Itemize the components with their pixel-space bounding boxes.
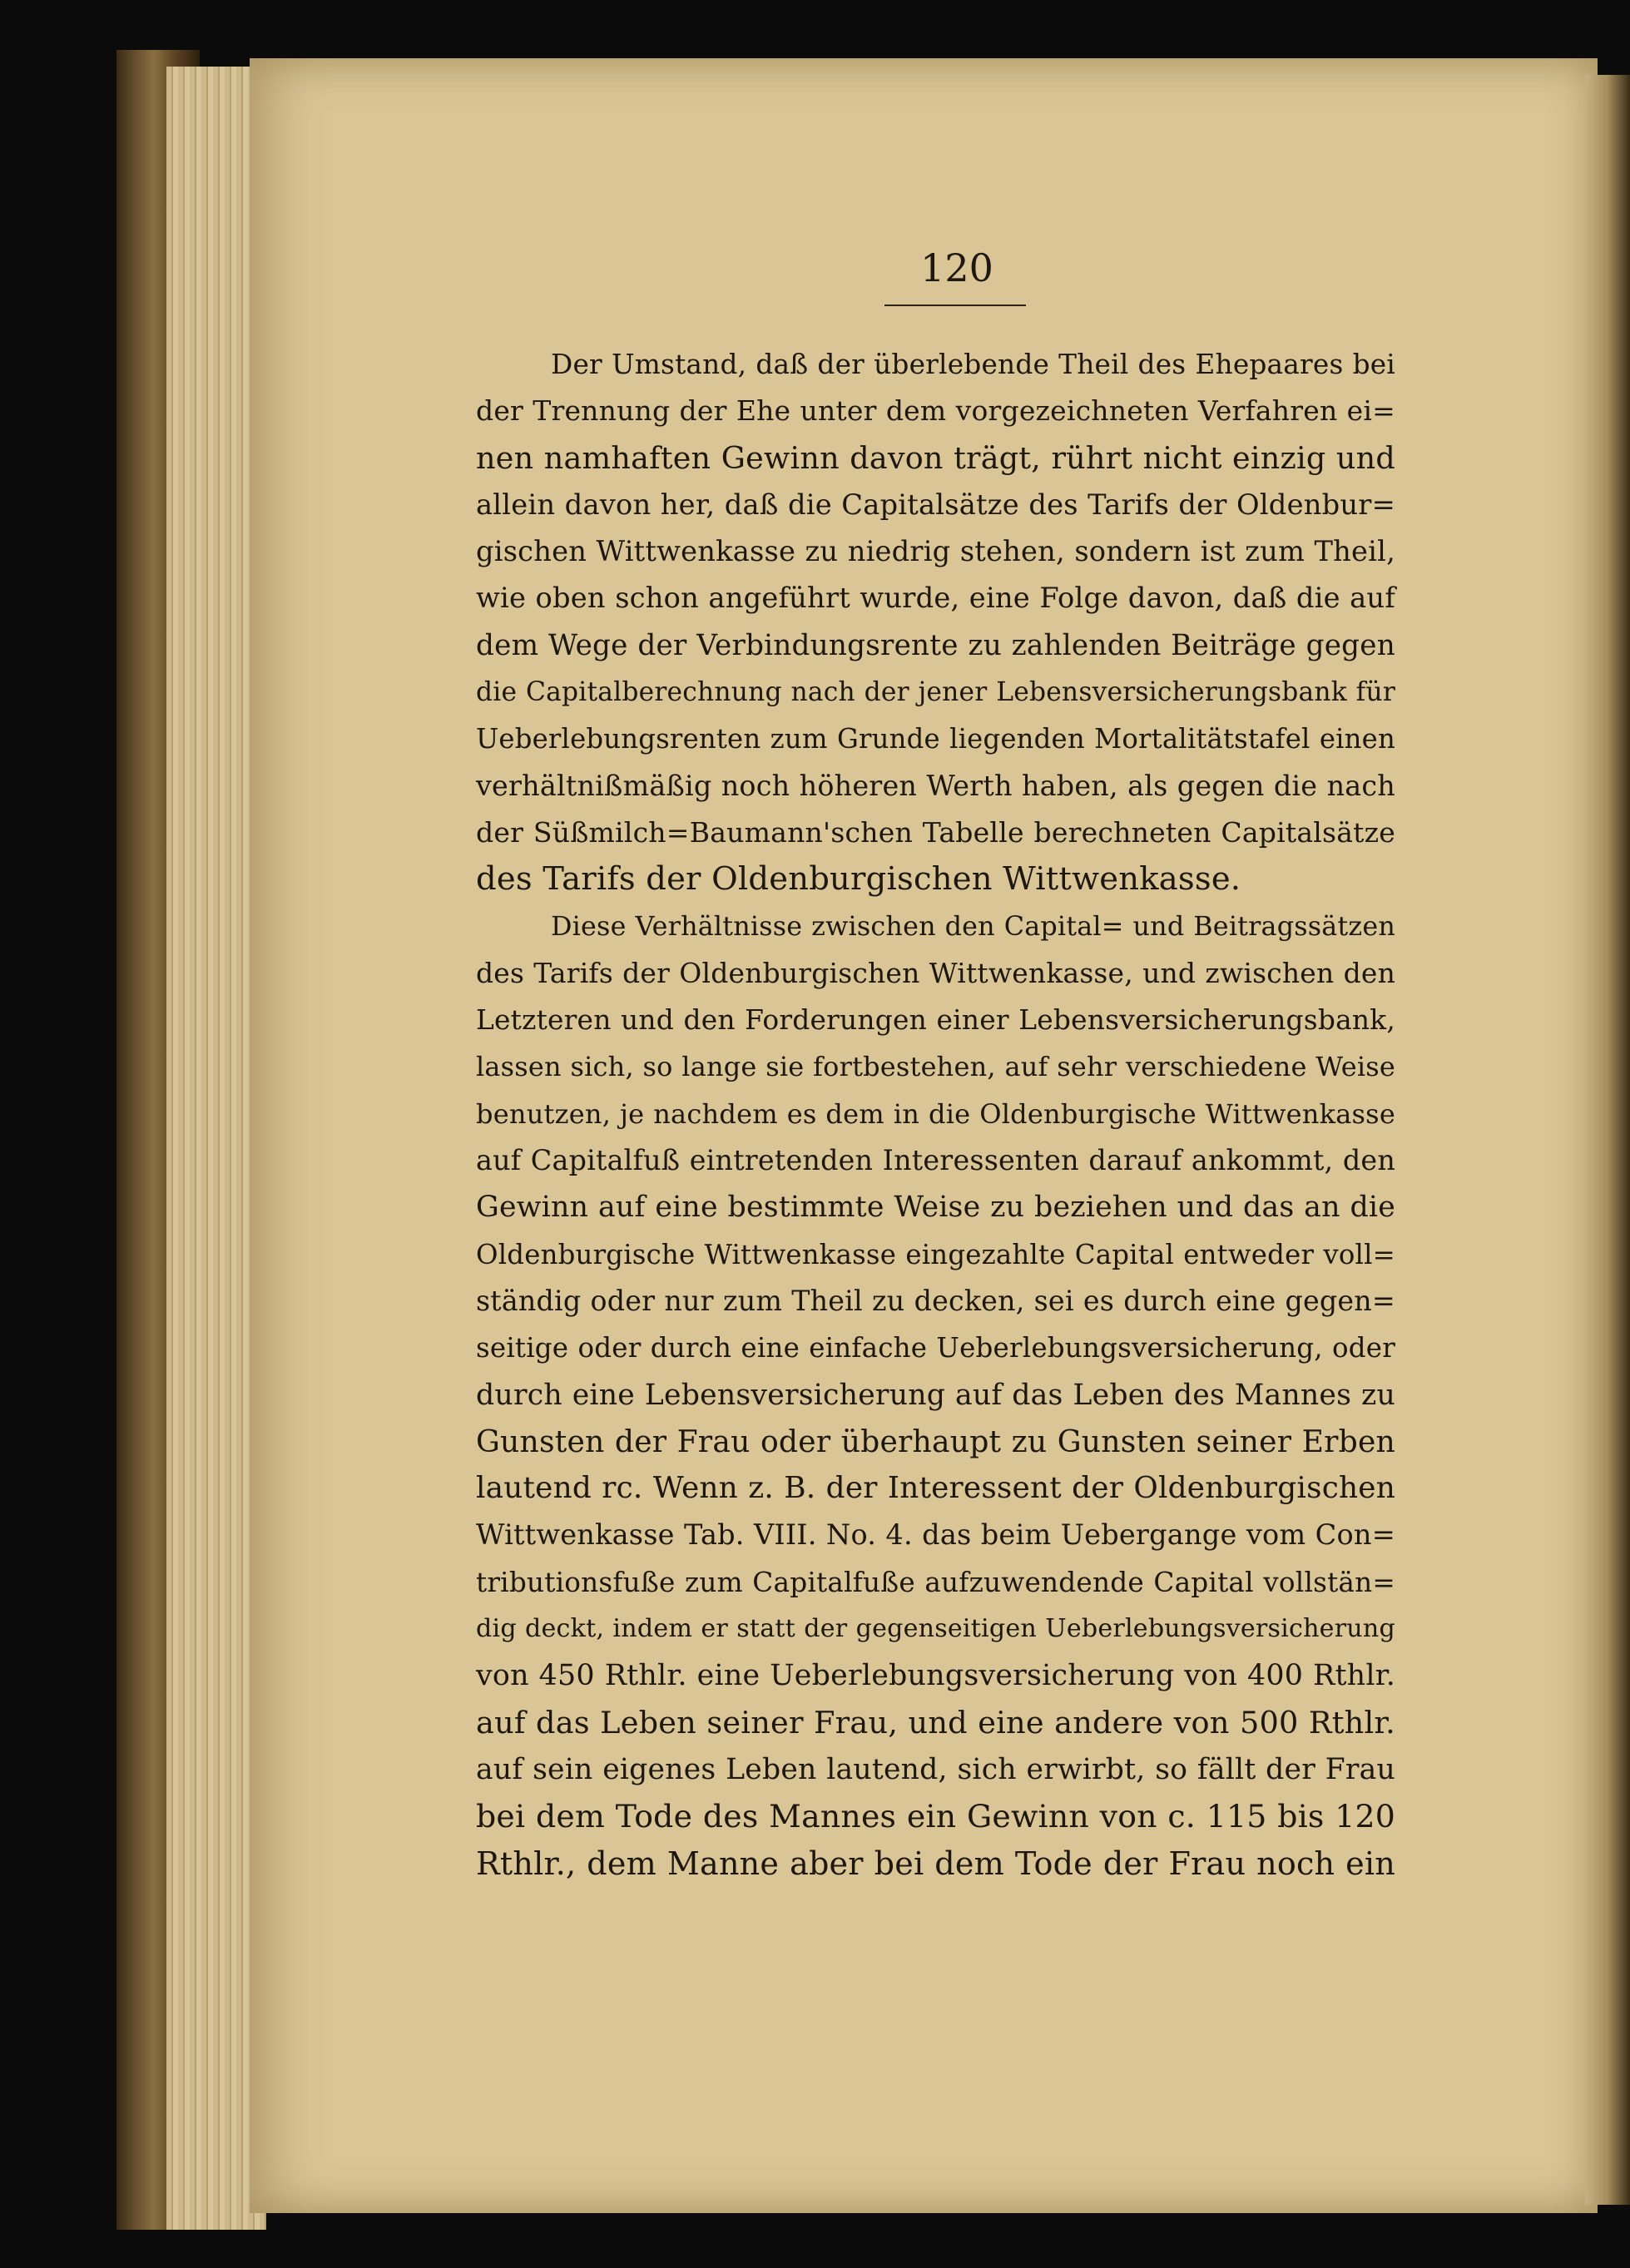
text-line: Rthlr., dem Manne aber bei dem Tode der Frau noch ein: [476, 1845, 1395, 1882]
text-line: des Tarifs der Oldenburgischen Wittwenkasse, und zwischen den: [476, 956, 1395, 989]
text-line: von 450 Rthlr. eine Ueberlebungsversicherung von 400 Rthlr.: [476, 1659, 1395, 1693]
text-line: Wittwenkasse Tab. VIII. No. 4. das beim Uebergange vom Con=: [476, 1518, 1395, 1552]
body-text: [476, 341, 1395, 1887]
text-line: des Tarifs der Oldenburgischen Wittwenkasse.: [476, 860, 1241, 899]
text-line: Der Umstand, daß der überlebende Theil des Ehepaares bei: [551, 349, 1395, 380]
text-line: der Süßmilch=Baumann'schen Tabelle berechneten Capitalsätze: [476, 815, 1395, 849]
text-line: auf sein eigenes Leben lautend, sich erwirbt, so fällt der Frau: [476, 1752, 1395, 1786]
text-line: die Capitalberechnung nach der jener Lebensversicherungsbank für: [476, 677, 1395, 708]
page-number: 120: [920, 245, 993, 290]
text-line: durch eine Lebensversicherung auf das Leben des Mannes zu: [476, 1378, 1395, 1412]
text-line: auf das Leben seiner Frau, und eine andere von 500 Rthlr.: [476, 1704, 1395, 1741]
text-line: gischen Wittwenkasse zu niedrig stehen, sondern ist zum Theil,: [476, 535, 1395, 568]
text-line: Ueberlebungsrenten zum Grunde liegenden Mortalitätstafel einen: [476, 723, 1395, 755]
text-line: Letzteren und den Forderungen einer Lebensversicherungsbank,: [476, 1003, 1395, 1037]
text-line: allein davon her, daß die Capitalsätze des Tarifs der Oldenbur=: [476, 488, 1395, 521]
text-line: der Trennung der Ehe unter dem vorgezeichneten Verfahren ei=: [476, 394, 1395, 428]
text-line: lassen sich, so lange sie fortbestehen, auf sehr verschiedene Weise: [476, 1051, 1395, 1083]
text-line: dig deckt, indem er statt der gegenseitigen Ueberlebungsversicherung: [476, 1614, 1395, 1644]
facing-page-edge: [1585, 75, 1630, 2205]
text-line: ständig oder nur zum Theil zu decken, sei es durch eine gegen=: [476, 1284, 1395, 1317]
text-line: Oldenburgische Wittwenkasse eingezahlte Capital entweder voll=: [476, 1238, 1395, 1270]
text-line: wie oben schon angeführt wurde, eine Folge davon, daß die auf: [476, 582, 1395, 615]
text-line: auf Capitalfuß eintretenden Interessenten darauf ankommt, den: [476, 1144, 1395, 1177]
text-line: nen namhaften Gewinn davon trägt, rührt nicht einzig und: [476, 439, 1395, 476]
text-line: tributionsfuße zum Capitalfuße aufzuwendende Capital vollstän=: [476, 1566, 1395, 1598]
text-line: bei dem Tode des Mannes ein Gewinn von c. 115 bis 120: [476, 1798, 1395, 1835]
text-line: verhältnißmäßig noch höheren Werth haben, als gegen die nach: [476, 769, 1395, 802]
text-line: Gewinn auf eine bestimmte Weise zu beziehen und das an die: [476, 1191, 1395, 1225]
text-line: Diese Verhältnisse zwischen den Capital= und Beitragssätzen: [551, 910, 1395, 942]
text-line: dem Wege der Verbindungsrente zu zahlenden Beiträge gegen: [476, 628, 1395, 662]
text-line: Gunsten der Frau oder überhaupt zu Gunsten seiner Erben: [476, 1423, 1395, 1459]
header-rule: [884, 305, 1026, 306]
text-line: seitige oder durch eine einfache Ueberlebungsversicherung, oder: [476, 1332, 1395, 1364]
text-line: lautend rc. Wenn z. B. der Interessent der Oldenburgischen: [476, 1471, 1395, 1506]
text-line: benutzen, je nachdem es dem in die Oldenburgische Wittwenkasse: [476, 1097, 1395, 1130]
